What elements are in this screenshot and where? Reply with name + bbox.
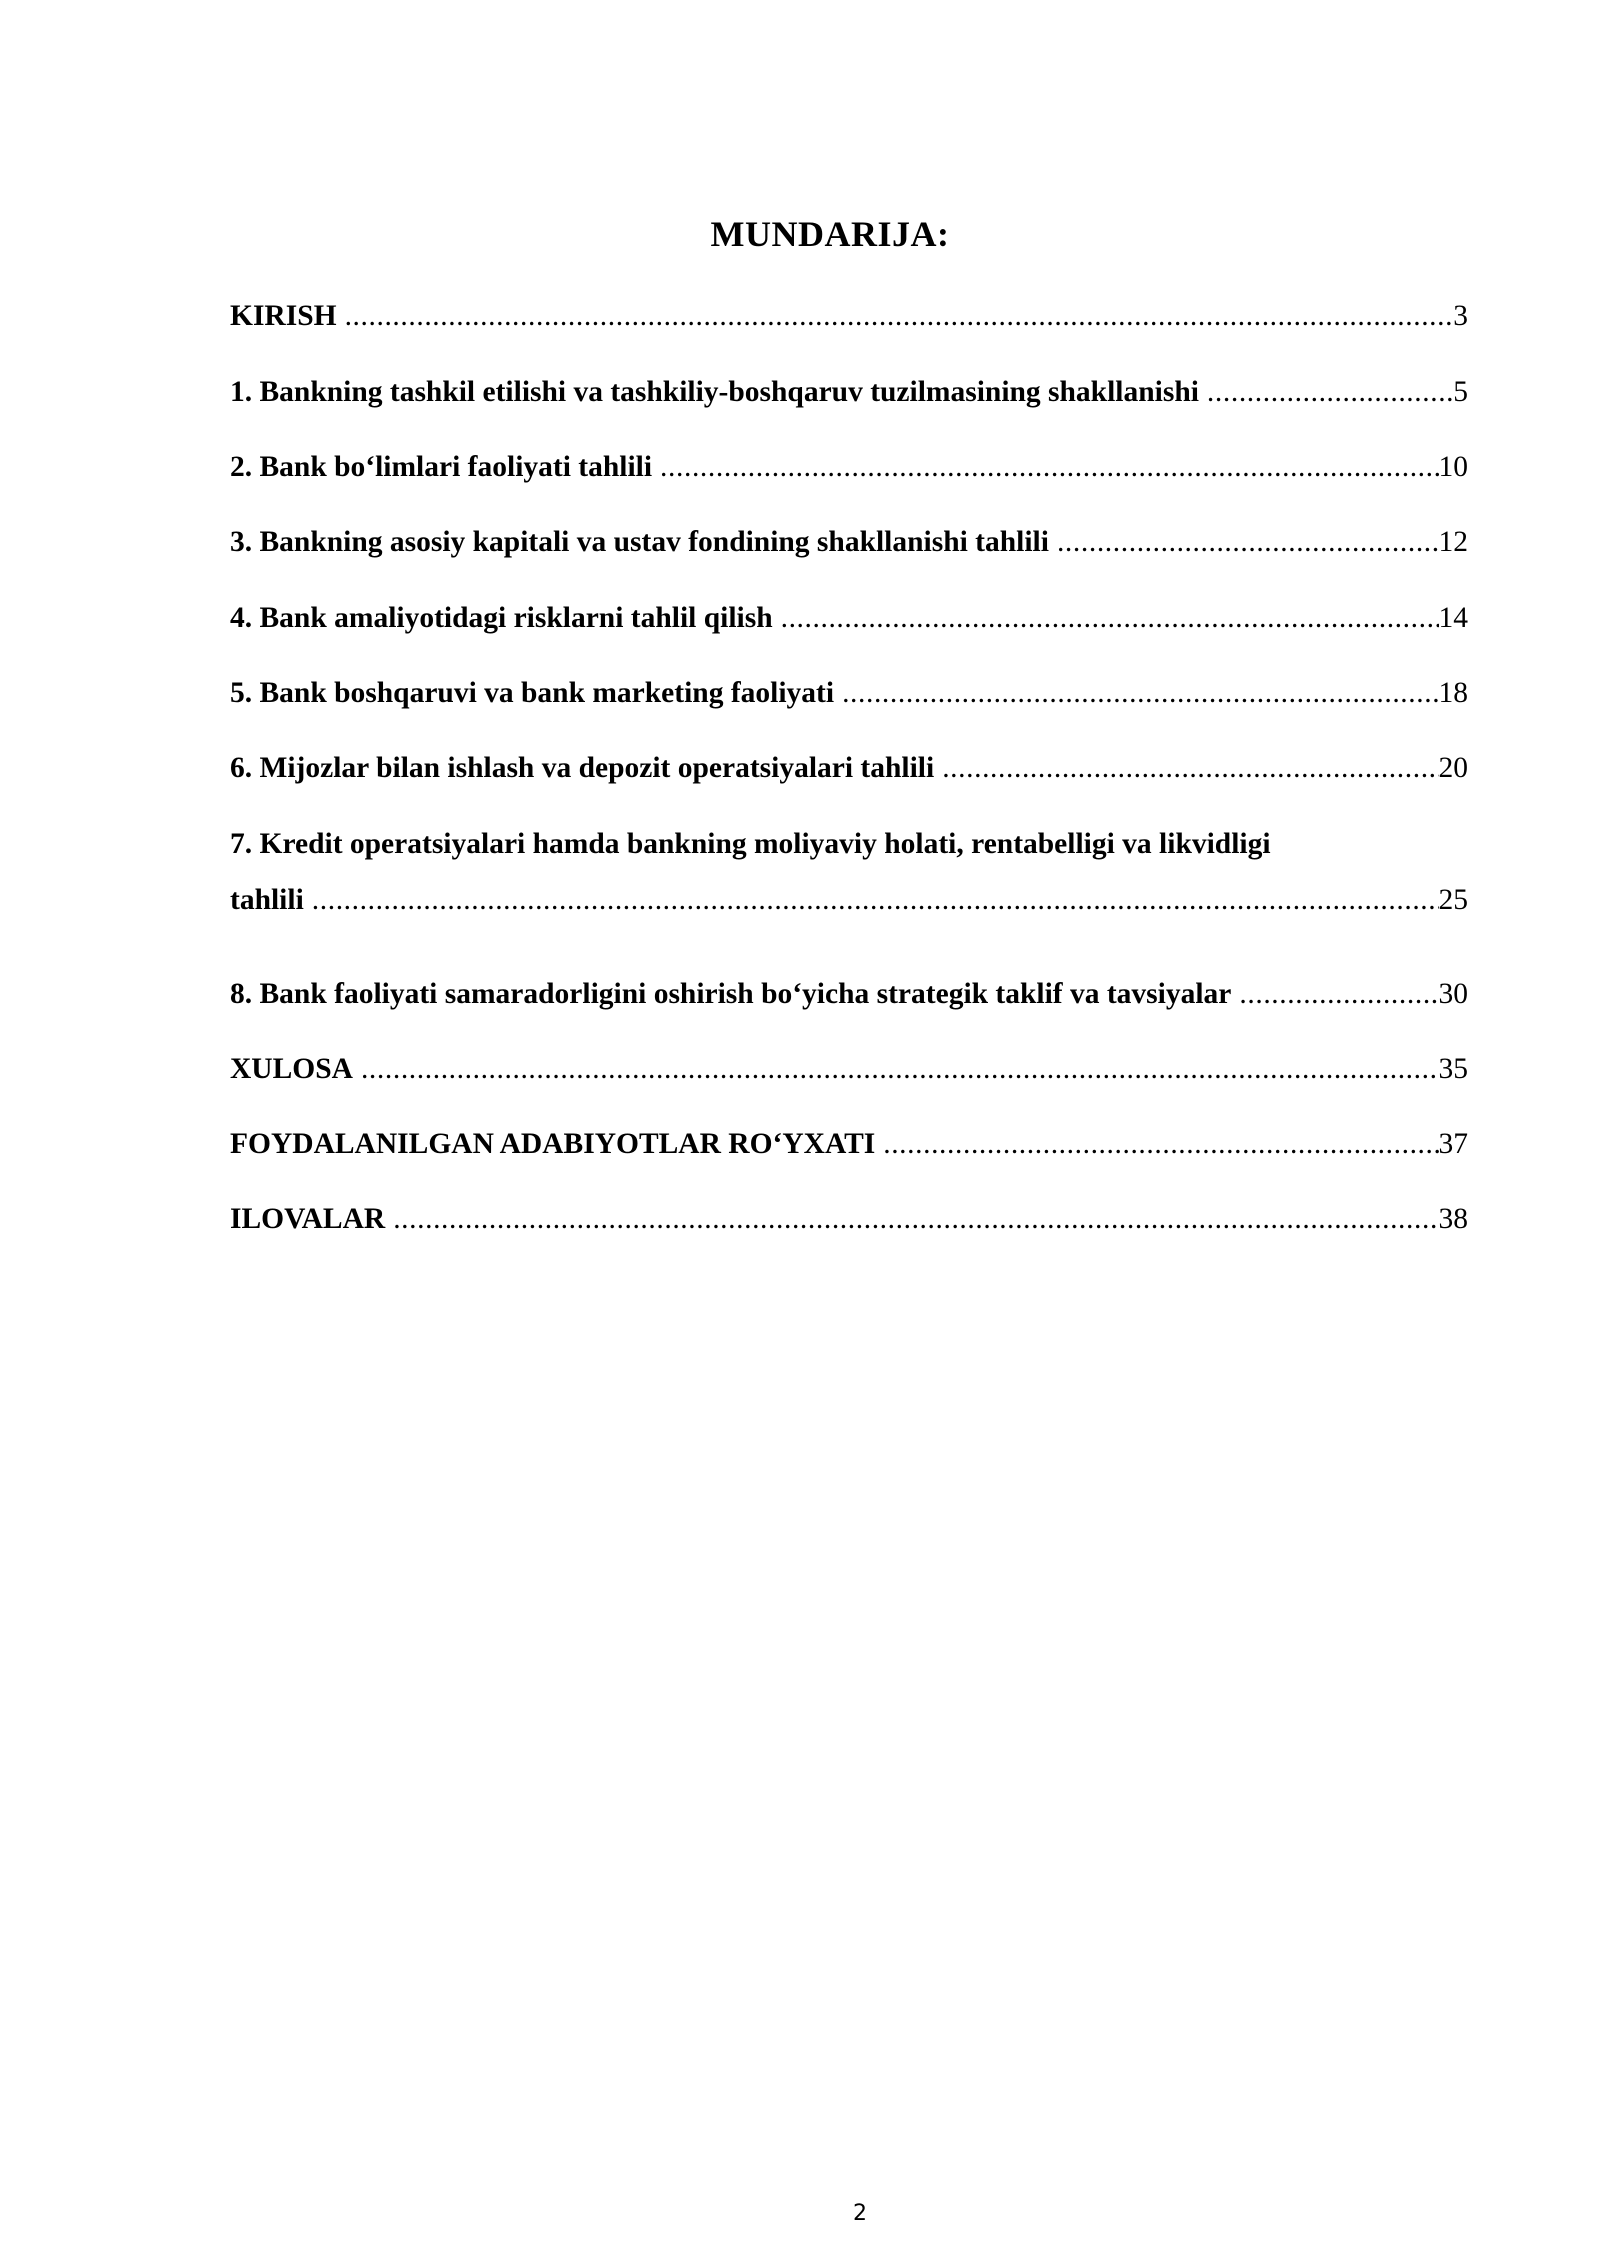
toc-entry-section-2[interactable] xyxy=(230,449,1468,485)
toc-entry-section-4[interactable] xyxy=(230,600,1468,636)
toc-entry-page: 30 xyxy=(1438,978,1468,1010)
page-number: 2 xyxy=(853,2201,867,2226)
toc-leader-dots xyxy=(660,449,1438,485)
toc-entry-section-6[interactable] xyxy=(230,750,1468,786)
toc-entry-page: 20 xyxy=(1438,752,1468,784)
toc-leader-dots xyxy=(1239,976,1438,1012)
toc-leader-dots xyxy=(942,750,1438,786)
toc-entry-page: 3 xyxy=(1453,300,1468,332)
toc-entry-label: 8. Bank faoliyati samaradorligini oshirish bo‘yicha strategik taklif va tavsiyalar xyxy=(230,978,1232,1010)
toc-entry-section-7-line-1[interactable]: 7. Kredit operatsiyalari hamda bankning moliyaviy holati, rentabelligi va likvidligi xyxy=(230,828,1271,860)
toc-entry-page: 14 xyxy=(1438,602,1468,634)
toc-entry-label: 2. Bank bo‘limlari faoliyati tahlili xyxy=(230,451,653,483)
toc-entry-page: 38 xyxy=(1438,1203,1468,1235)
toc-entry-label: ILOVALAR xyxy=(230,1203,386,1235)
toc-entry-page: 35 xyxy=(1438,1053,1468,1085)
toc-entry-label: 1. Bankning tashkil etilishi va tashkiliy-boshqaruv tuzilmasining shakllanishi xyxy=(230,376,1199,408)
toc-entry-section-1[interactable] xyxy=(230,374,1468,410)
toc-entry-section-3[interactable] xyxy=(230,524,1468,560)
toc-entry-kirish[interactable] xyxy=(230,298,1468,334)
toc-entry-page: 25 xyxy=(1438,884,1468,916)
toc-entry-bibliography[interactable] xyxy=(230,1126,1468,1162)
toc-leader-dots xyxy=(883,1126,1438,1162)
toc-entry-page: 12 xyxy=(1438,526,1468,558)
toc-entry-label: KIRISH xyxy=(230,300,337,332)
toc-entry-page: 10 xyxy=(1438,451,1468,483)
toc-leader-dots xyxy=(781,600,1439,636)
toc-entry-page: 18 xyxy=(1438,677,1468,709)
toc-entry-xulosa[interactable] xyxy=(230,1051,1468,1087)
toc-entry-page: 5 xyxy=(1453,376,1468,408)
toc-entry-label: XULOSA xyxy=(230,1053,353,1085)
toc-entry-label: tahlili xyxy=(230,884,304,916)
toc-entry-section-8[interactable] xyxy=(230,976,1468,1012)
toc-entry-label: 3. Bankning asosiy kapitali va ustav fondining shakllanishi tahlili xyxy=(230,526,1049,558)
toc-entry-section-7[interactable] xyxy=(230,882,1468,918)
toc-entry-label: 6. Mijozlar bilan ishlash va depozit operatsiyalari tahlili xyxy=(230,752,935,784)
toc-leader-dots xyxy=(345,298,1454,334)
toc-leader-dots xyxy=(1207,374,1453,410)
toc-entry-label: 5. Bank boshqaruvi va bank marketing faoliyati xyxy=(230,677,835,709)
toc-leader-dots xyxy=(842,675,1438,711)
toc-entry-section-5[interactable] xyxy=(230,675,1468,711)
page-title: MUNDARIJA: xyxy=(710,214,950,254)
toc-entry-label: FOYDALANILGAN ADABIYOTLAR RO‘YXATI xyxy=(230,1128,876,1160)
toc-leader-dots xyxy=(1057,524,1439,560)
toc-leader-dots xyxy=(361,1051,1439,1087)
toc-entry-page: 37 xyxy=(1438,1128,1468,1160)
toc-leader-dots xyxy=(312,882,1439,918)
toc-leader-dots xyxy=(393,1201,1438,1237)
toc-entry-label: 4. Bank amaliyotidagi risklarni tahlil qilish xyxy=(230,602,773,634)
toc-entry-ilovalar[interactable] xyxy=(230,1201,1468,1237)
